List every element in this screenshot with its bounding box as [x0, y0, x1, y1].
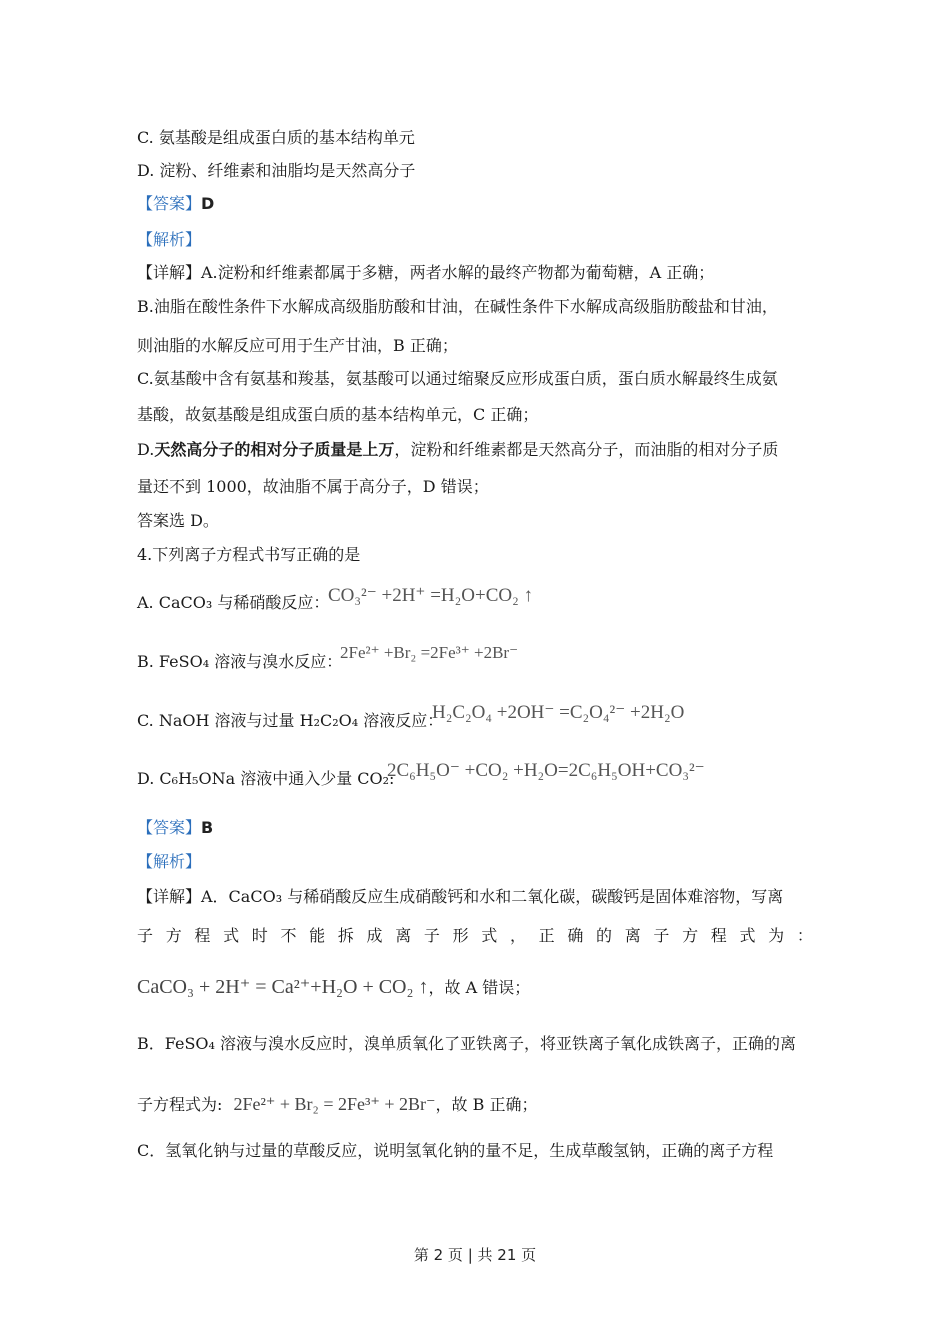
justified-char: ，: [509, 926, 526, 945]
detail-q4-b2-prefix: 子方程式为:: [137, 1095, 223, 1114]
equation-d-q4: 2C₆H₅O⁻ +CO₂ +H₂O=2C₆H₅OH+CO₃²⁻: [387, 760, 705, 781]
detail-q4-b2-tail: ，故 B 正确；: [435, 1095, 538, 1114]
justified-char: 程: [710, 926, 727, 945]
answer-q4: [137, 818, 213, 838]
option-c-q4: C. NaOH 溶液与过量 H₂C₂O₄ 溶液反应：: [137, 711, 444, 730]
detail-q3-d1-rest: ，淀粉和纤维素都是天然高分子，而油脂的相对分子质: [394, 440, 779, 459]
justified-char: 成: [366, 926, 383, 945]
equation-b-q4: 2Fe²⁺ +Br₂ =2Fe³⁺ +2Br⁻: [340, 643, 519, 662]
detail-q4-b2: [137, 1094, 537, 1115]
justified-char: 式: [481, 926, 498, 945]
justified-char: 能: [309, 926, 326, 945]
detail-q4-c1: C．氢氧化钠与过量的草酸反应，说明氢氧化钠的量不足，生成草酸氢钠，正确的离子方程: [137, 1141, 774, 1160]
justified-char: 不: [280, 926, 297, 945]
justified-char: 程: [194, 926, 211, 945]
analysis-label-q4: 【解析】: [137, 852, 202, 871]
justified-char: 离: [395, 926, 412, 945]
answer-value: D: [201, 194, 215, 213]
page-footer: 第 2 页 | 共 21 页: [413, 1246, 537, 1264]
detail-q3-d1-prefix: D.: [137, 440, 155, 459]
detail-q4-a1: 【详解】A．CaCO₃ 与稀硝酸反应生成硝酸钙和水和二氧化碳，碳酸钙是固体难溶物，写离: [137, 887, 784, 906]
justified-char: 的: [596, 926, 613, 945]
detail-q3-d1-bold: 天然高分子的相对分子质量是上万: [154, 440, 395, 459]
option-a-q4: A. CaCO₃ 与稀硝酸反应：: [137, 593, 330, 612]
detail-q3-c1: C.氨基酸中含有氨基和羧基，氨基酸可以通过缩聚反应形成蛋白质，蛋白质水解最终生成氨: [137, 369, 778, 388]
detail-q3-b1: B.油脂在酸性条件下水解成高级脂肪酸和甘油，在碱性条件下水解成高级脂肪酸盐和甘油，: [137, 297, 778, 316]
justified-char: 方: [165, 926, 182, 945]
option-d-q4: D. C₆H₅ONa 溶液中通入少量 CO₂:: [137, 769, 395, 788]
detail-q3-d1: [137, 440, 778, 460]
justified-char: 子: [137, 926, 154, 945]
justified-char: 为: [768, 926, 785, 945]
answer-value: B: [201, 818, 214, 837]
equation-caco3: CaCO₃ + 2H⁺ = Ca²⁺+H₂O + CO₂ ↑: [137, 976, 429, 998]
detail-q4-b1: B．FeSO₄ 溶液与溴水反应时，溴单质氧化了亚铁离子，将亚铁离子氧化成铁离子，正确的离: [137, 1034, 797, 1053]
option-b-q4: B. FeSO₄ 溶液与溴水反应：: [137, 652, 343, 671]
answer-q3: [137, 194, 214, 214]
justified-char: 拆: [337, 926, 354, 945]
justified-char: 形: [452, 926, 469, 945]
justified-char: 式: [223, 926, 240, 945]
detail-q4-a2: [137, 926, 813, 946]
justified-char: 方: [682, 926, 699, 945]
detail-q4-a3-tail: ，故 A 错误；: [428, 978, 531, 997]
question-4: 4.下列离子方程式书写正确的是: [137, 545, 361, 564]
justified-char: 子: [653, 926, 670, 945]
justified-char: 正: [538, 926, 555, 945]
answer-label: 【答案】: [137, 194, 202, 213]
equation-c-q4: H₂C₂O₄ +2OH⁻ =C₂O₄²⁻ +2H₂O: [432, 702, 685, 723]
detail-q3-b2: 则油脂的水解反应可用于生产甘油，B 正确；: [137, 336, 458, 355]
detail-q4-a3: [137, 977, 530, 998]
detail-q3-d2: 量还不到 1000，故油脂不属于高分子，D 错误；: [137, 477, 489, 496]
equation-a-q4: CO₃²⁻ +2H⁺ =H₂O+CO₂ ↑: [328, 585, 533, 606]
justified-char: 确: [567, 926, 584, 945]
justified-char: 子: [423, 926, 440, 945]
justified-char: ：: [796, 926, 813, 945]
justified-char: 离: [624, 926, 641, 945]
detail-q3-c2: 基酸，故氨基酸是组成蛋白质的基本结构单元，C 正确；: [137, 405, 539, 424]
analysis-label-q3: 【解析】: [137, 230, 202, 249]
option-c-q3: C. 氨基酸是组成蛋白质的基本结构单元: [137, 128, 415, 147]
answer-label: 【答案】: [137, 818, 202, 837]
justified-char: 时: [251, 926, 268, 945]
answer-choice-q3: 答案选 D。: [137, 511, 219, 530]
justified-char: 式: [739, 926, 756, 945]
equation-fe: 2Fe²⁺ + Br₂ = 2Fe³⁺ + 2Br⁻: [233, 1094, 436, 1114]
option-d-q3: D. 淀粉、纤维素和油脂均是天然高分子: [137, 161, 416, 180]
detail-q3-a: 【详解】A.淀粉和纤维素都属于多糖，两者水解的最终产物都为葡萄糖，A 正确；: [137, 263, 715, 282]
